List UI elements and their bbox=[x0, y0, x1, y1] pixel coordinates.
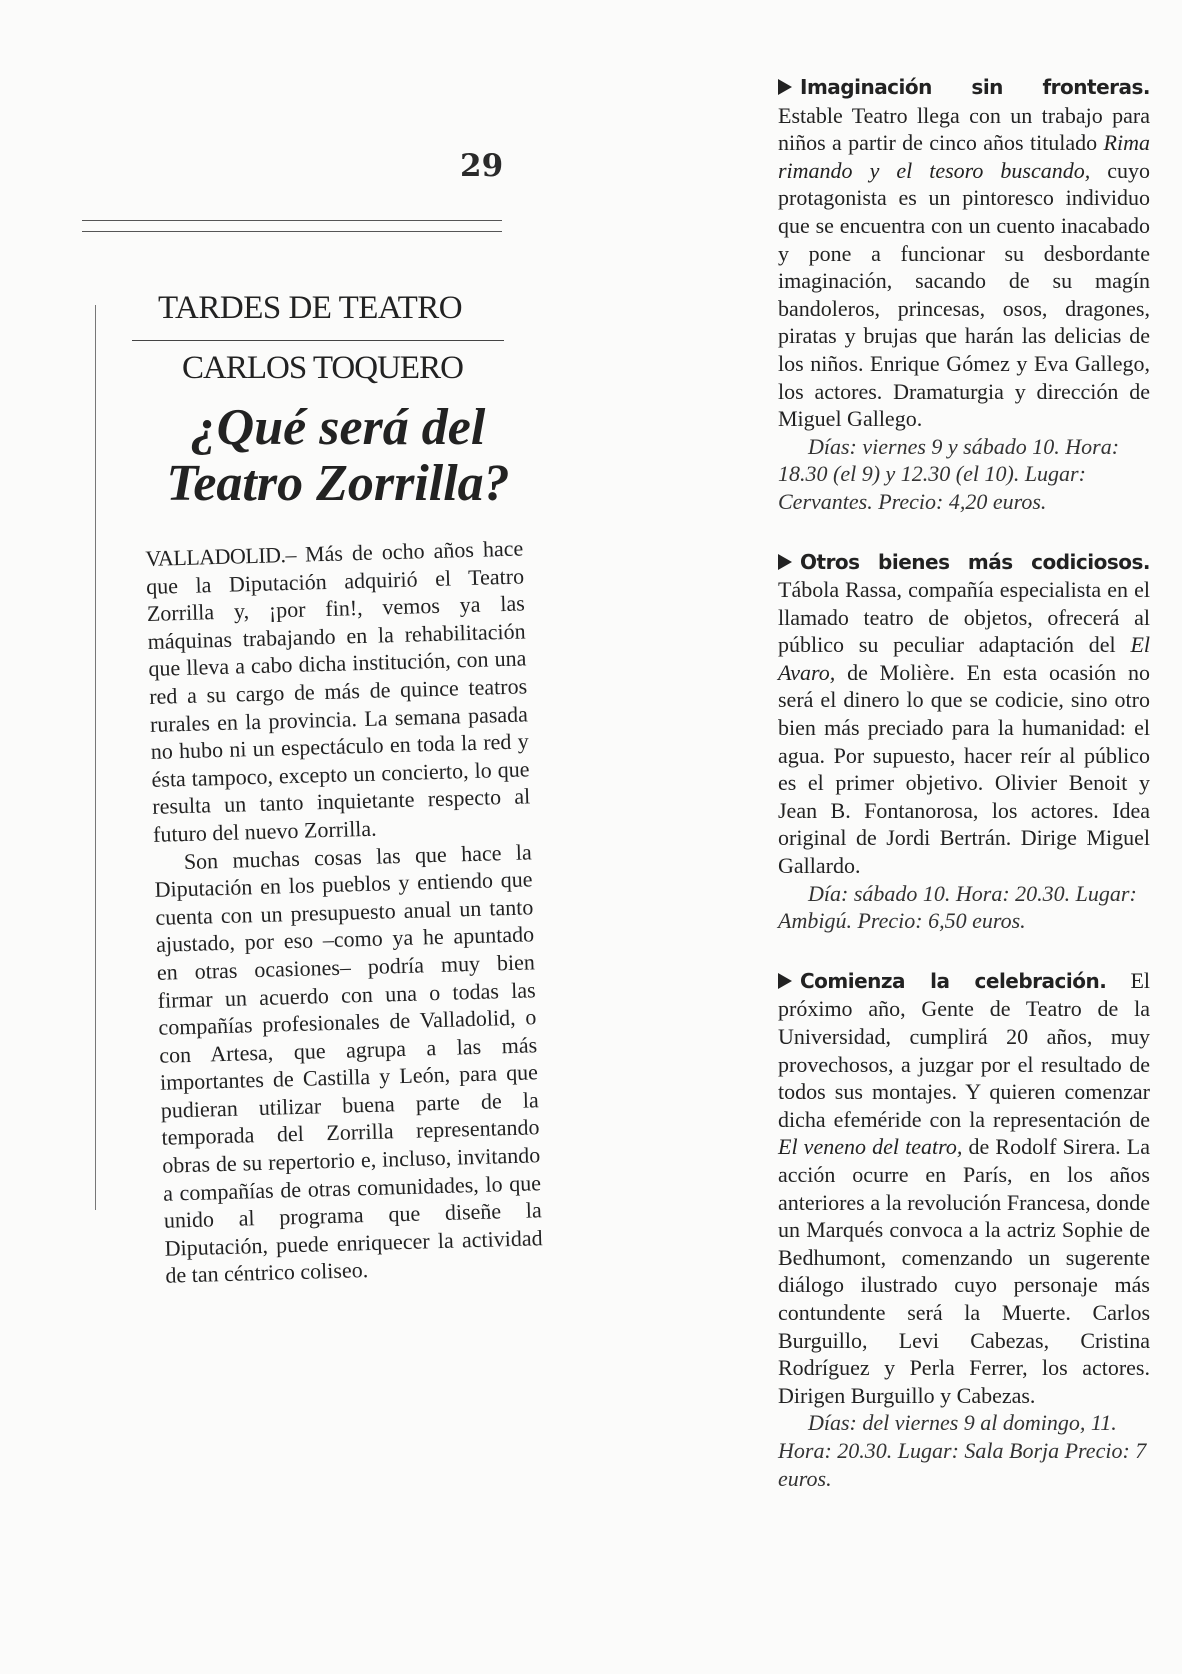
listing-body bbox=[778, 548, 1150, 880]
listing-item bbox=[778, 548, 1150, 935]
listing-item bbox=[778, 73, 1150, 516]
listing-text: de Rodolf Sirera. La acción ocurre en París, en los años anteriores a la revolución Francesa, donde un Marqués convoca a la actriz Sophie de Bedhumont, comenzando un sugerente diálogo ilustrado cuyo personaje más contundente será la Muerte. Carlos Burguillo, Levi Cabezas, Cristina Rodríguez y Perla Ferrer, los actores. Dirigen Burguillo y Cabezas. bbox=[778, 1134, 1151, 1408]
listing-headline: Comienza la celebración. bbox=[800, 968, 1107, 993]
listings-column bbox=[778, 73, 1150, 1524]
listing-text: Tábola Rassa, compañía especialista en el llamado teatro de objetos, ofrecerá al público su peculiar adaptación del bbox=[778, 577, 1150, 658]
listing-headline: Imaginación sin fronteras. bbox=[800, 75, 1150, 99]
double-rule-divider bbox=[82, 220, 502, 232]
header-rule bbox=[132, 340, 504, 341]
listing-text: de Molière. En esta ocasión no será el dinero lo que se codicie, sino otro bien más preciado para la humanidad: el agua. Por supuesto, hacer reír al público es el primer objetivo. Olivier Benoit y Jean B. Fontanorosa, los actores. Idea original de Jordi Bertrán. Dirige Miguel Gallardo. bbox=[778, 659, 1150, 879]
listing-text: El próximo año, Gente de Teatro de la Universidad, cumplirá 20 años, muy provechosos, a juzgar por el resultado de todos sus montajes. Y quieren comenzar dicha efeméride con la representación de bbox=[778, 967, 1151, 1132]
article-paragraph bbox=[145, 534, 531, 848]
listing-details: Días: viernes 9 y sábado 10. Hora: 18.30 (el 9) y 12.30 (el 10). Lugar: Cervantes. Precio: 4,20 euros. bbox=[778, 433, 1120, 514]
article-paragraph-text: Más de ocho años hace que la Diputación adquirió el Teatro Zorrilla y, ¡por fin!, vemos ya las máquinas trabajando en la rehabilitación que lleva a cabo dicha institución, con una red a su cargo de más de quince teatros rurales en la provincia. La semana pasada no hubo ni un espectáculo en toda la red y ésta tampoco, excepto un concierto, lo que resulta un tanto inquietante respecto al futuro del nuevo Zorrilla. bbox=[145, 535, 531, 847]
listing-text: cuyo protagonista es un pintoresco individuo que se encuentra con un cuento inacabado y pone a funcionar su desbordante imaginación, sacando de su magín bandoleros, princesas, osos, dragones, piratas y brujas que harán las delicias de los niños. Enrique Gómez y Eva Gallego, los actores. Dramaturgia y dirección de Miguel Gallego. bbox=[778, 157, 1151, 432]
dateline: VALLADOLID.– bbox=[145, 541, 297, 571]
listing-body bbox=[778, 73, 1150, 433]
listing-item bbox=[778, 967, 1150, 1492]
listing-work-title: El Avaro, bbox=[778, 632, 1150, 685]
listing-headline: Otros bienes más codiciosos. bbox=[800, 549, 1150, 574]
listing-work-title: Rima rimando y el tesoro buscando, bbox=[778, 130, 1150, 183]
author-name: CARLOS TOQUERO bbox=[182, 350, 463, 386]
triangle-bullet-icon bbox=[778, 79, 792, 95]
article-title bbox=[138, 400, 538, 512]
article-title-line-1: ¿Qué será del bbox=[190, 399, 486, 456]
article-body bbox=[145, 534, 544, 1289]
article-paragraph: Son muchas cosas las que hace la Diputación en los pueblos y entiendo que cuenta con un presupuesto anual un tanto ajustado, por eso –como ya he apuntado en otras ocasiones– podría muy bien firmar un acuerdo con una o todas las compañías profesionales de Valladolid, o con Artesa, que agrupa a las más importantes de Castilla y León, para que pudieran utilizar buena parte de la temporada del Zorrilla representando obras de su repertorio e, incluso, invitando a compañías de otras comunidades, lo que unido al programa que diseñe la Diputación, puede enriquecer la actividad de tan céntrico coliseo. bbox=[154, 838, 543, 1289]
listing-details: Días: del viernes 9 al domingo, 11. Hora: 20.30. Lugar: Sala Borja Precio: 7 euros. bbox=[778, 1410, 1147, 1491]
column-header: TARDES DE TEATRO bbox=[158, 290, 463, 326]
listing-body bbox=[778, 967, 1150, 1410]
triangle-bullet-icon bbox=[778, 554, 792, 570]
column-left-border bbox=[95, 305, 96, 1210]
listing-text: Estable Teatro llega con un trabajo para niños a partir de cinco años titulado bbox=[778, 102, 1150, 156]
listing-details: Día: sábado 10. Hora: 20.30. Lugar: Ambigú. Precio: 6,50 euros. bbox=[778, 880, 1137, 934]
article-title-line-2: Teatro Zorrilla? bbox=[166, 455, 510, 512]
page-number: 29 bbox=[460, 148, 504, 184]
listing-work-title: El veneno del teatro, bbox=[778, 1134, 963, 1160]
triangle-bullet-icon bbox=[778, 973, 792, 989]
